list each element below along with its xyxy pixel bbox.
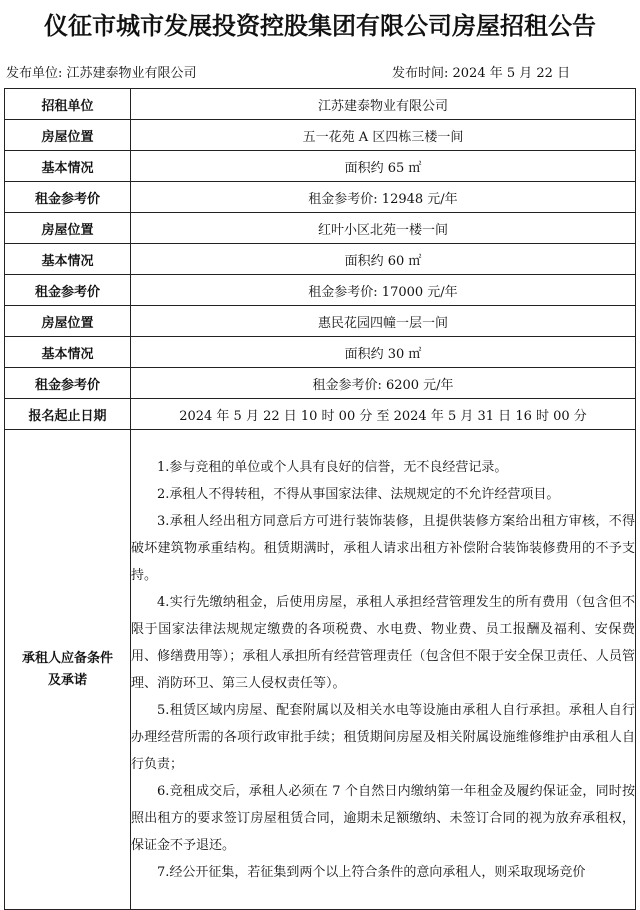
row-value: 五一花苑 A 区四栋三楼一间 [131, 120, 636, 151]
row-label: 房屋位置 [5, 120, 131, 151]
row-value: 面积约 30 ㎡ [131, 337, 636, 368]
conditions-label-line: 承租人应备条件 [21, 650, 113, 666]
row-label: 招租单位 [5, 89, 131, 120]
row-label: 房屋位置 [5, 306, 131, 337]
row-label: 基本情况 [5, 151, 131, 182]
condition-item: 1.参与竞租的单位或个人具有良好的信誉，无不良经营记录。 [157, 459, 508, 475]
row-value: 面积约 60 ㎡ [131, 244, 636, 275]
row-label: 报名起止日期 [5, 399, 131, 430]
condition-item: 6.竞租成交后，承租人必须在 7 个自然日内缴纳第一年租金及履约保证金，同时按照出租方的要求签订房屋租赁合同，逾期未足额缴纳、未签订合同的视为放弃承租权，保证金不予退还。 [131, 783, 635, 853]
publish-time-line: 发布时间: 2024 年 5 月 22 日 [392, 66, 571, 81]
row-value: 江苏建泰物业有限公司 [131, 89, 636, 120]
table-row [5, 89, 636, 120]
rental-info-table [4, 88, 636, 910]
row-label: 租金参考价 [5, 368, 131, 399]
page-title: 仪征市城市发展投资控股集团有限公司房屋招租公告 [44, 11, 596, 40]
row-label: 基本情况 [5, 337, 131, 368]
condition-item: 4.实行先缴纳租金，后使用房屋，承租人承担经营管理发生的所有费用（包含但不限于国家法律法规规定缴费的各项税费、水电费、物业费、员工报酬及福利、安保费用、修缮费用等）；承租人承担所有经营管理责任（包含但不限于安全保卫责任、人员管理、消防环卫、第三人侵权责任等）。 [131, 594, 635, 691]
condition-item: 3.承租人经出租方同意后方可进行装饰装修，且提供装修方案给出租方审核，不得破坏建筑物承重结构。租赁期满时，承租人请求出租方补偿附合装饰装修费用的不予支持。 [131, 513, 635, 583]
table-row [5, 182, 636, 213]
table-row [5, 368, 636, 399]
conditions-cell [131, 430, 636, 910]
row-label: 房屋位置 [5, 213, 131, 244]
table-row [5, 120, 636, 151]
row-label: 租金参考价 [5, 182, 131, 213]
table-row [5, 213, 636, 244]
row-label: 基本情况 [5, 244, 131, 275]
table-row [5, 337, 636, 368]
row-value: 租金参考价: 17000 元/年 [131, 275, 636, 306]
conditions-label-line: 及承诺 [47, 672, 87, 688]
table-row [5, 151, 636, 182]
table-row [5, 275, 636, 306]
publisher-line: 发布单位: 江苏建泰物业有限公司 [6, 66, 197, 81]
conditions-label [5, 430, 131, 910]
conditions-row [5, 430, 636, 910]
row-value: 2024 年 5 月 22 日 10 时 00 分 至 2024 年 5 月 31 日 16 时 00 分 [131, 399, 636, 430]
row-value: 惠民花园四幢一层一间 [131, 306, 636, 337]
row-label: 租金参考价 [5, 275, 131, 306]
table-row [5, 244, 636, 275]
condition-item: 7.经公开征集，若征集到两个以上符合条件的意向承租人，则采取现场竞价 [157, 864, 586, 880]
condition-item: 5.租赁区域内房屋、配套附属以及相关水电等设施由承租人自行承担。承租人自行办理经营所需的各项行政审批手续；租赁期间房屋及相关附属设施维修维护由承租人自行负责； [131, 702, 635, 772]
row-value: 租金参考价: 12948 元/年 [131, 182, 636, 213]
condition-item: 2.承租人不得转租，不得从事国家法律、法规规定的不允许经营项目。 [157, 486, 560, 502]
row-value: 租金参考价: 6200 元/年 [131, 368, 636, 399]
row-value: 面积约 65 ㎡ [131, 151, 636, 182]
row-value: 红叶小区北苑一楼一间 [131, 213, 636, 244]
table-row [5, 306, 636, 337]
table-row [5, 399, 636, 430]
